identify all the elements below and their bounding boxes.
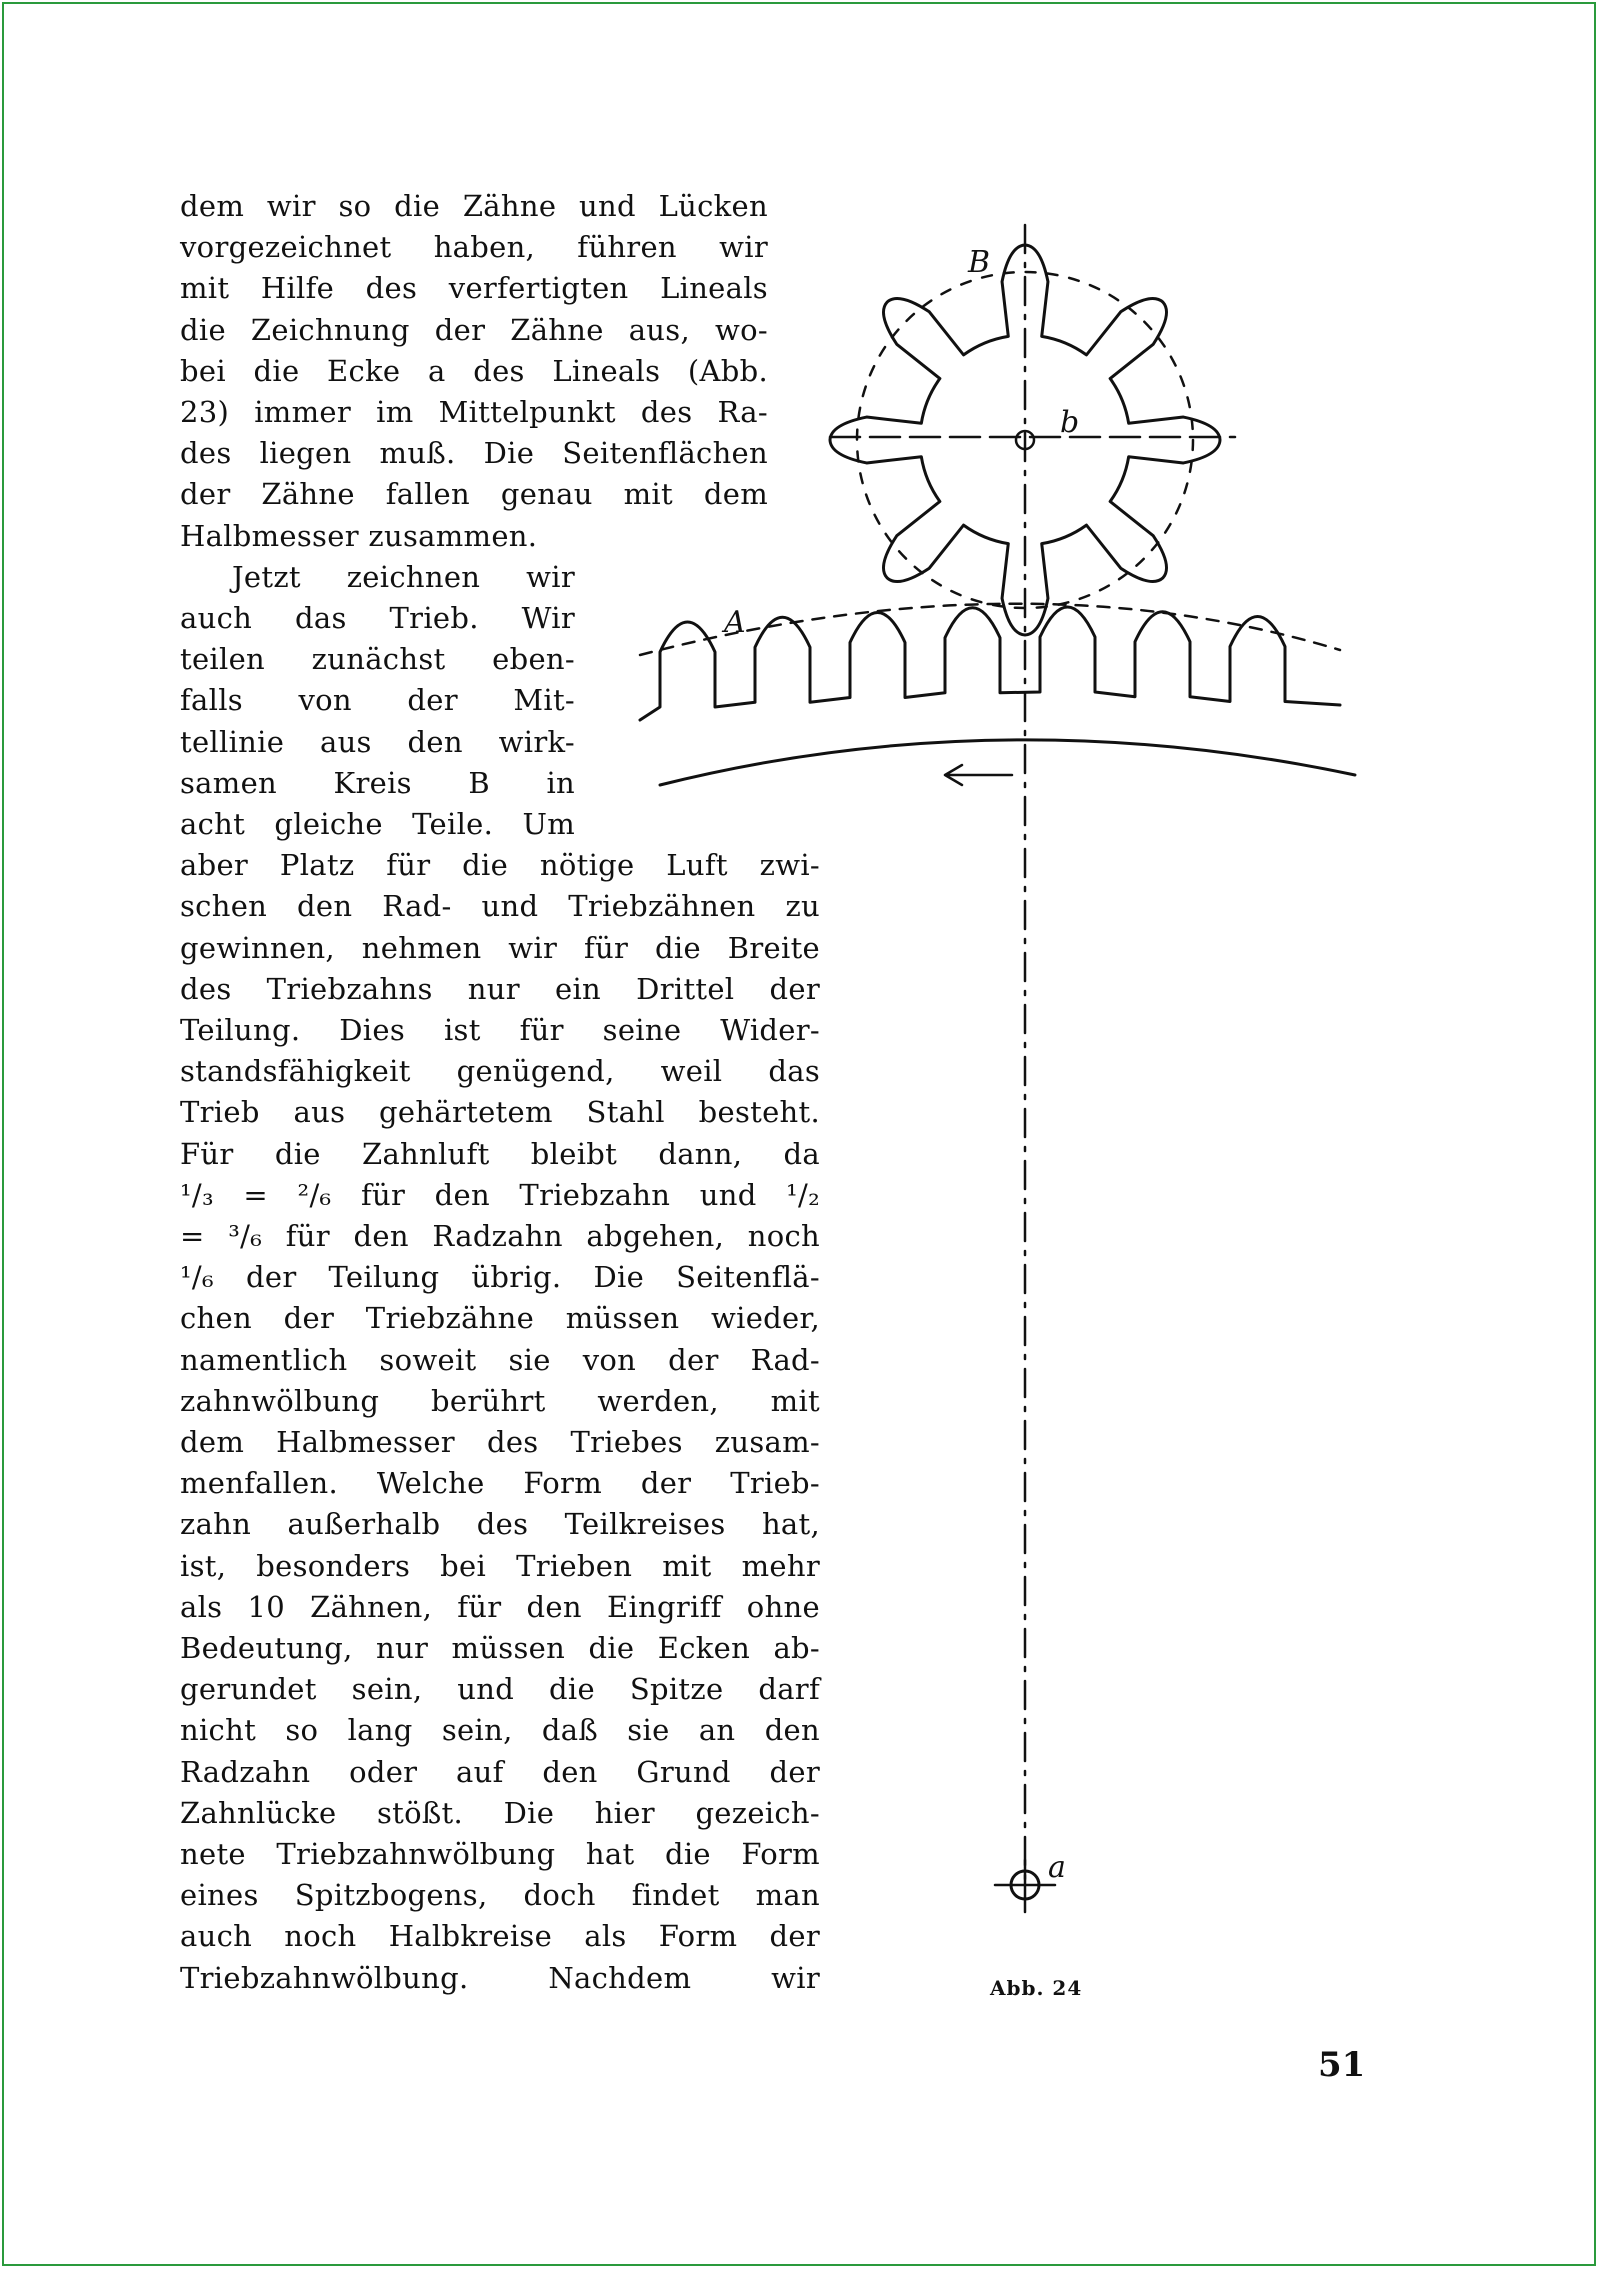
text-line: Bedeutung, nur müssen die Ecken ab- (180, 1631, 820, 1665)
text-line: teilen zunächst eben- (180, 642, 575, 677)
text-line: mit Hilfe des verfertigten Lineals (180, 271, 768, 306)
text-line: gewinnen, nehmen wir für die Breite (180, 930, 820, 965)
text-line: des Triebzahns nur ein Drittel der (180, 971, 820, 1006)
text-line: zahnwölbung berührt werden, mit (180, 1383, 820, 1418)
text-line: chen der Triebzähne müssen wieder, (180, 1301, 820, 1336)
text-line: zahn außerhalb des Teilkreises hat, (180, 1507, 820, 1542)
text-line: ¹/₃ = ²/₆ für den Triebzahn und ¹/₂ (180, 1177, 820, 1212)
text-line: als 10 Zähnen, für den Eingriff ohne (180, 1589, 820, 1624)
label-B: B (968, 245, 991, 280)
text-line: auch noch Halbkreise als Form der (180, 1919, 820, 1954)
text-line: acht gleiche Teile. Um (180, 807, 575, 841)
text-line: Triebzahnwölbung. Nachdem wir (180, 1960, 820, 1995)
text-line: die Zeichnung der Zähne aus, wo- (180, 312, 768, 347)
text-line: der Zähne fallen genau mit dem (180, 477, 768, 512)
text-line: aber Platz für die nötige Luft zwi- (180, 848, 820, 883)
text-line: bei die Ecke a des Lineals (Abb. (180, 353, 768, 388)
text-line: Zahnlücke stößt. Die hier gezeich- (180, 1795, 820, 1830)
text-line: auch das Trieb. Wir (180, 601, 575, 635)
wheel-rim (660, 740, 1355, 785)
text-line: Teilung. Dies ist für seine Wider- (180, 1013, 820, 1047)
text-line: Jetzt zeichnen wir (232, 559, 575, 594)
text-line: menfallen. Welche Form der Trieb- (180, 1466, 820, 1501)
text-line: tellinie aus den wirk- (180, 724, 575, 759)
text-line: = ³/₆ für den Radzahn abgehen, noch (180, 1219, 820, 1253)
text-line: vorgezeichnet haben, führen wir (180, 230, 768, 265)
text-line: Halbmesser zusammen. (180, 518, 538, 553)
text-line: falls von der Mit- (180, 683, 575, 718)
text-line: namentlich soweit sie von der Rad- (180, 1342, 820, 1377)
text-line: des liegen muß. Die Seitenflächen (180, 436, 768, 471)
text-line: eines Spitzbogens, doch findet man (180, 1878, 820, 1913)
text-line: Trieb aus gehärtetem Stahl besteht. (180, 1095, 820, 1130)
label-b: b (1060, 405, 1080, 440)
text-line: 23) immer im Mittelpunkt des Ra- (180, 395, 768, 429)
text-line: ¹/₆ der Teilung übrig. Die Seitenflä- (180, 1260, 820, 1295)
text-line: dem wir so die Zähne und Lücken (180, 189, 768, 223)
text-line: nete Triebzahnwölbung hat die Form (180, 1837, 820, 1871)
text-line: ist, besonders bei Trieben mit mehr (180, 1548, 820, 1583)
text-line: standsfähigkeit genügend, weil das (180, 1054, 820, 1089)
label-A: A (724, 605, 746, 640)
figure-caption: Abb. 24 (990, 1976, 1083, 2000)
page-number: 51 (1318, 2045, 1366, 2085)
text-line: gerundet sein, und die Spitze darf (180, 1672, 820, 1707)
text-line: nicht so lang sein, daß sie an den (180, 1713, 820, 1748)
text-line: Radzahn oder auf den Grund der (180, 1754, 820, 1789)
label-a: a (1048, 1850, 1066, 1885)
text-line: Für die Zahnluft bleibt dann, da (180, 1136, 820, 1171)
text-line: samen Kreis B in (180, 765, 575, 800)
text-line: schen den Rad- und Triebzähnen zu (180, 889, 820, 924)
text-line: dem Halbmesser des Triebes zusam- (180, 1425, 820, 1459)
direction-arrow (945, 765, 1012, 785)
